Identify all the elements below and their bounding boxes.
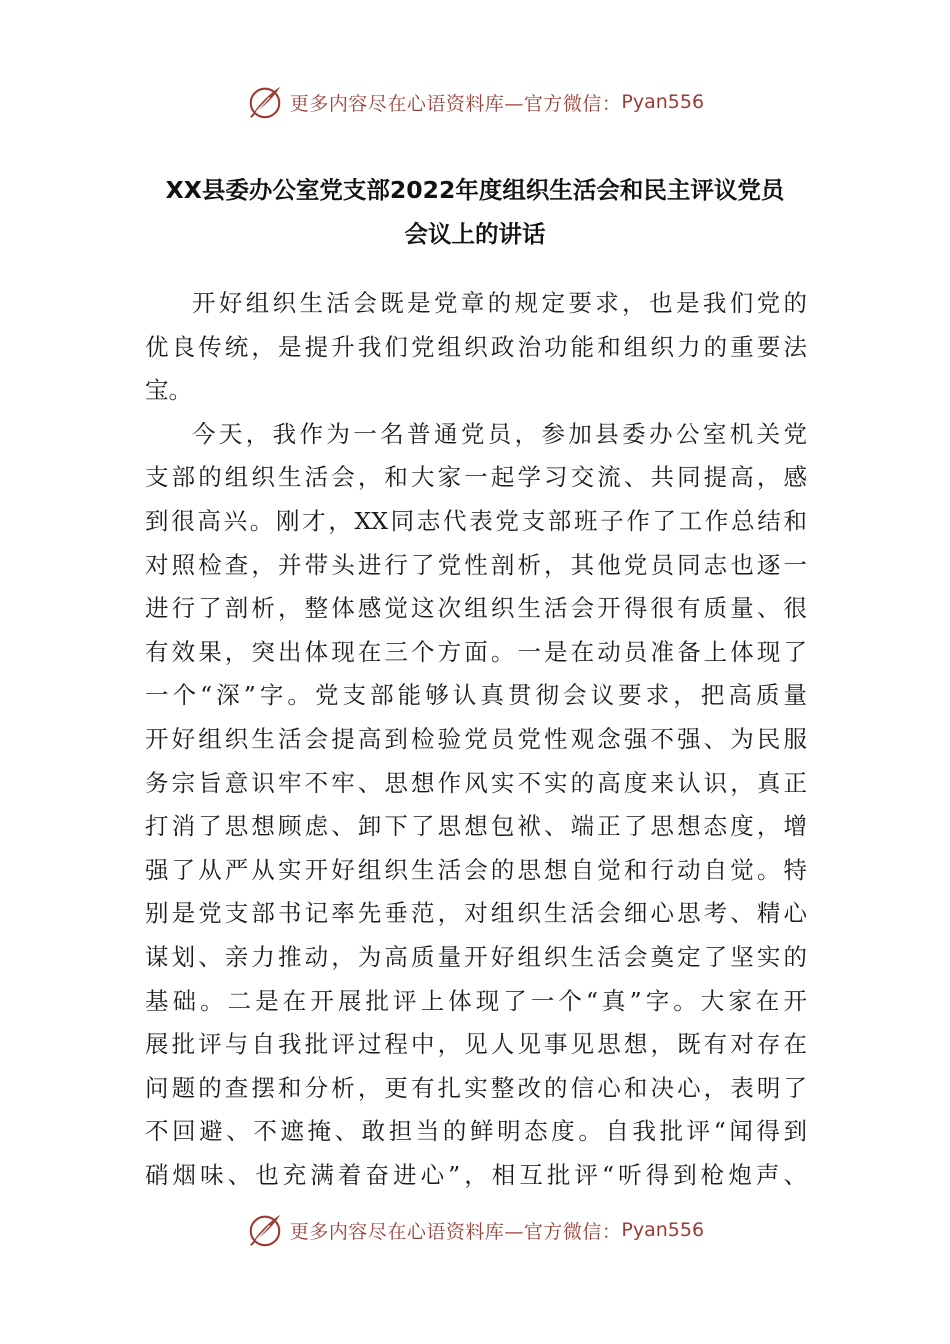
wechat-handle: Pyan556 — [621, 1219, 705, 1241]
text-line: 宝。 — [145, 376, 192, 405]
text-line: 对照检查，并带头进行了党性剖析，其他党员同志也逐一 — [145, 550, 807, 579]
text-line: 今天，我作为一名普通党员，参加县委办公室机关党 — [192, 419, 807, 448]
text-line: 谋划、亲力推动，为高质量开好组织生活会奠定了坚实的 — [145, 942, 807, 971]
text-line: 强了从严从实开好组织生活会的思想自觉和行动自觉。特 — [145, 855, 807, 884]
footer-banner — [0, 1208, 950, 1252]
text-line: 务宗旨意识牢不牢、思想作风实不实的高度来认识，真正 — [145, 768, 807, 797]
text-line: 问题的查摆和分析，更有扎实整改的信心和决心，表明了 — [145, 1073, 807, 1102]
text-line: 进行了剖析，整体感觉这次组织生活会开得很有质量、很 — [145, 594, 807, 623]
text-line: 硝烟味、也充满着奋进心”，相互批评“听得到枪炮声、 — [145, 1160, 807, 1189]
title-line: XX县委办公室党支部2022年度组织生活会和民主评议党员 — [165, 176, 785, 204]
document-title — [145, 168, 805, 256]
text-line: 不回避、不遮掩、敢担当的鲜明态度。自我批评“闻得到 — [145, 1117, 807, 1146]
banner-text: 更多内容尽在心语资料库—官方微信： — [289, 92, 622, 115]
document-body — [145, 282, 807, 1197]
text-line: 优良传统，是提升我们党组织政治功能和组织力的重要法 — [145, 332, 807, 361]
header-banner — [0, 80, 950, 124]
quill-logo-icon — [246, 83, 284, 121]
paragraph-2 — [145, 413, 807, 1198]
paragraph-1 — [145, 282, 807, 413]
text-line: 支部的组织生活会，和大家一起学习交流、共同提高，感 — [145, 463, 807, 492]
quill-logo-icon — [246, 1211, 284, 1249]
text-line: 到很高兴。刚才，XX同志代表党支部班子作了工作总结和 — [145, 506, 807, 535]
text-line: 一个“深”字。党支部能够认真贯彻会议要求，把高质量 — [145, 681, 807, 710]
text-line: 开好组织生活会既是党章的规定要求，也是我们党的 — [192, 289, 807, 317]
title-line: 会议上的讲话 — [404, 220, 546, 248]
banner-text: 更多内容尽在心语资料库—官方微信： — [289, 1220, 622, 1243]
text-line: 有效果，突出体现在三个方面。一是在动员准备上体现了 — [145, 637, 807, 666]
text-line: 打消了思想顾虑、卸下了思想包袱、端正了思想态度，增 — [145, 812, 807, 841]
text-line: 别是党支部书记率先垂范，对组织生活会细心思考、精心 — [145, 899, 807, 928]
wechat-handle: Pyan556 — [621, 91, 705, 113]
text-line: 基础。二是在开展批评上体现了一个“真”字。大家在开 — [145, 986, 807, 1015]
text-line: 展批评与自我批评过程中，见人见事见思想，既有对存在 — [145, 1030, 807, 1059]
text-line: 开好组织生活会提高到检验党员党性观念强不强、为民服 — [145, 724, 807, 753]
